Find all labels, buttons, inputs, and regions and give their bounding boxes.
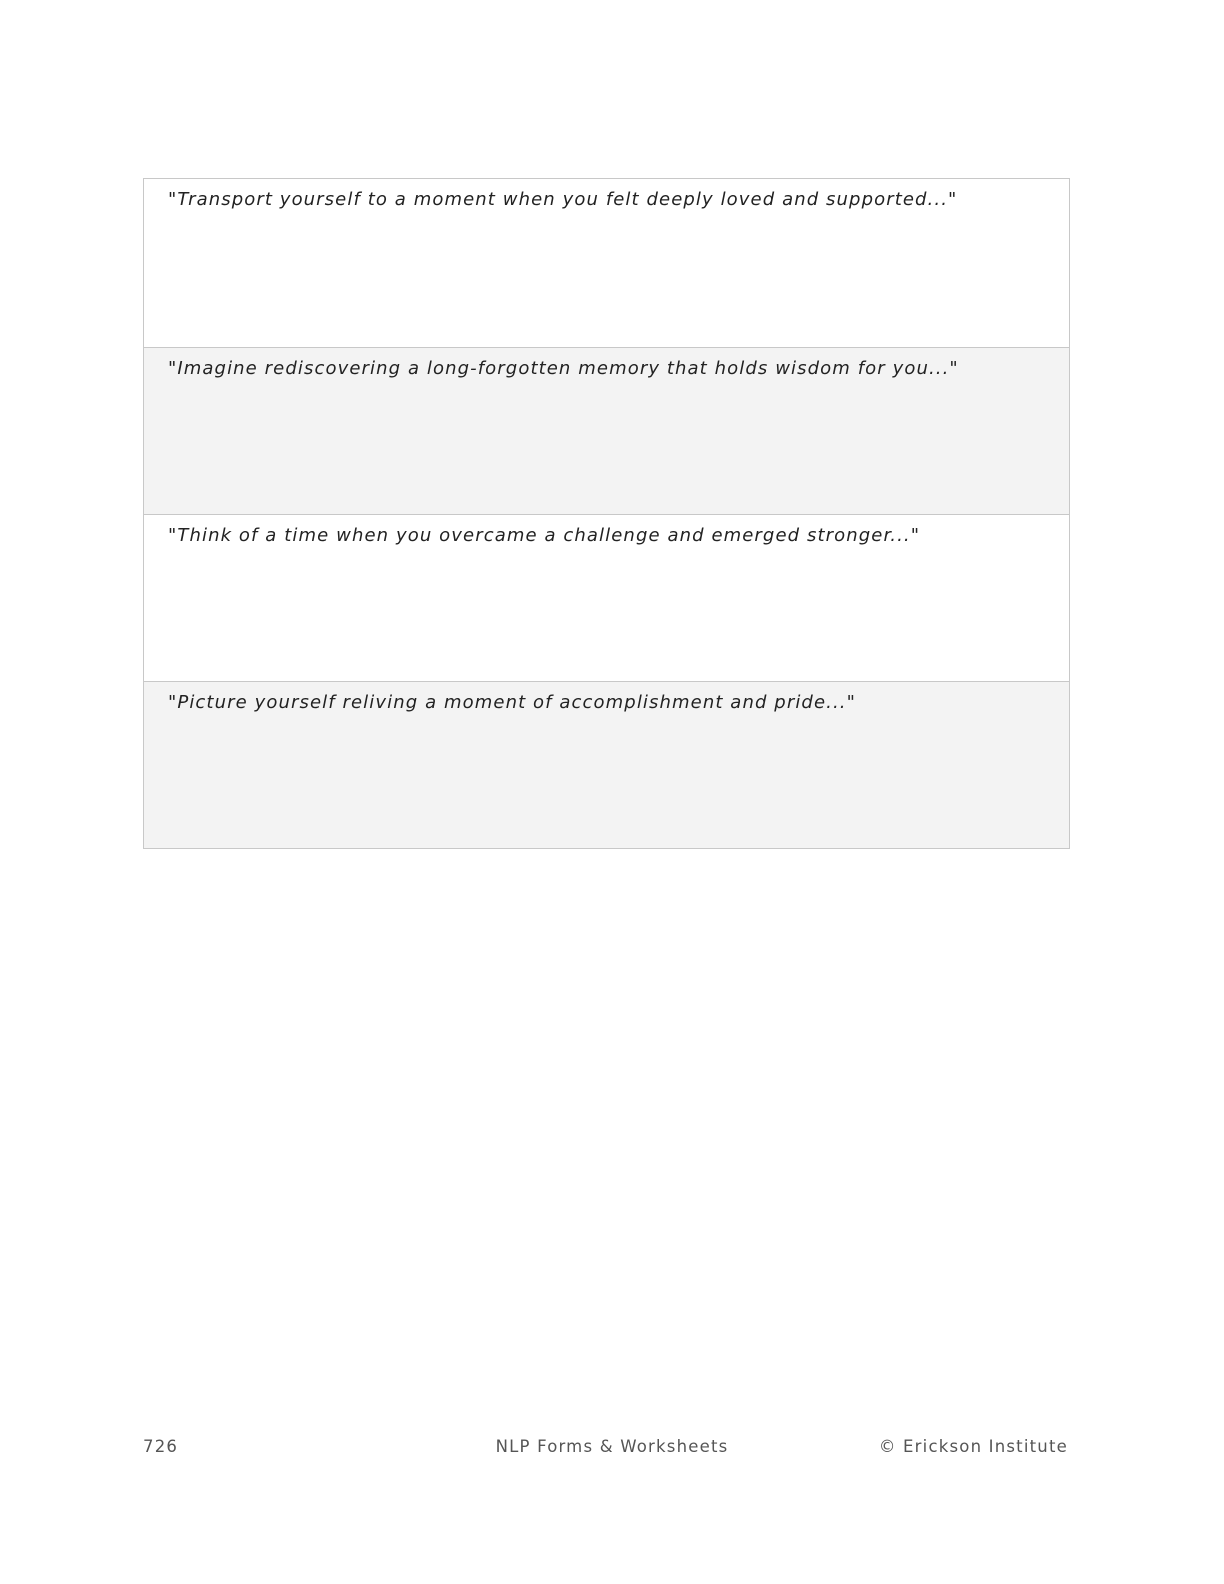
prompt-text: "Picture yourself reliving a moment of accomplishment and pride..." [168,692,856,713]
prompt-text: "Imagine rediscovering a long-forgotten memory that holds wisdom for you..." [168,358,959,379]
prompt-row[interactable] [144,514,1069,681]
prompt-row[interactable] [144,179,1069,347]
page-number: 726 [143,1437,179,1456]
footer-title: NLP Forms & Worksheets [495,1437,729,1456]
prompt-row[interactable] [144,681,1069,848]
prompt-row[interactable] [144,347,1069,514]
prompt-table [143,178,1070,849]
prompt-text: "Transport yourself to a moment when you felt deeply loved and supported..." [168,189,958,210]
prompt-text: "Think of a time when you overcame a challenge and emerged stronger..." [168,525,921,546]
footer-copyright: © Erickson Institute [878,1437,1068,1456]
